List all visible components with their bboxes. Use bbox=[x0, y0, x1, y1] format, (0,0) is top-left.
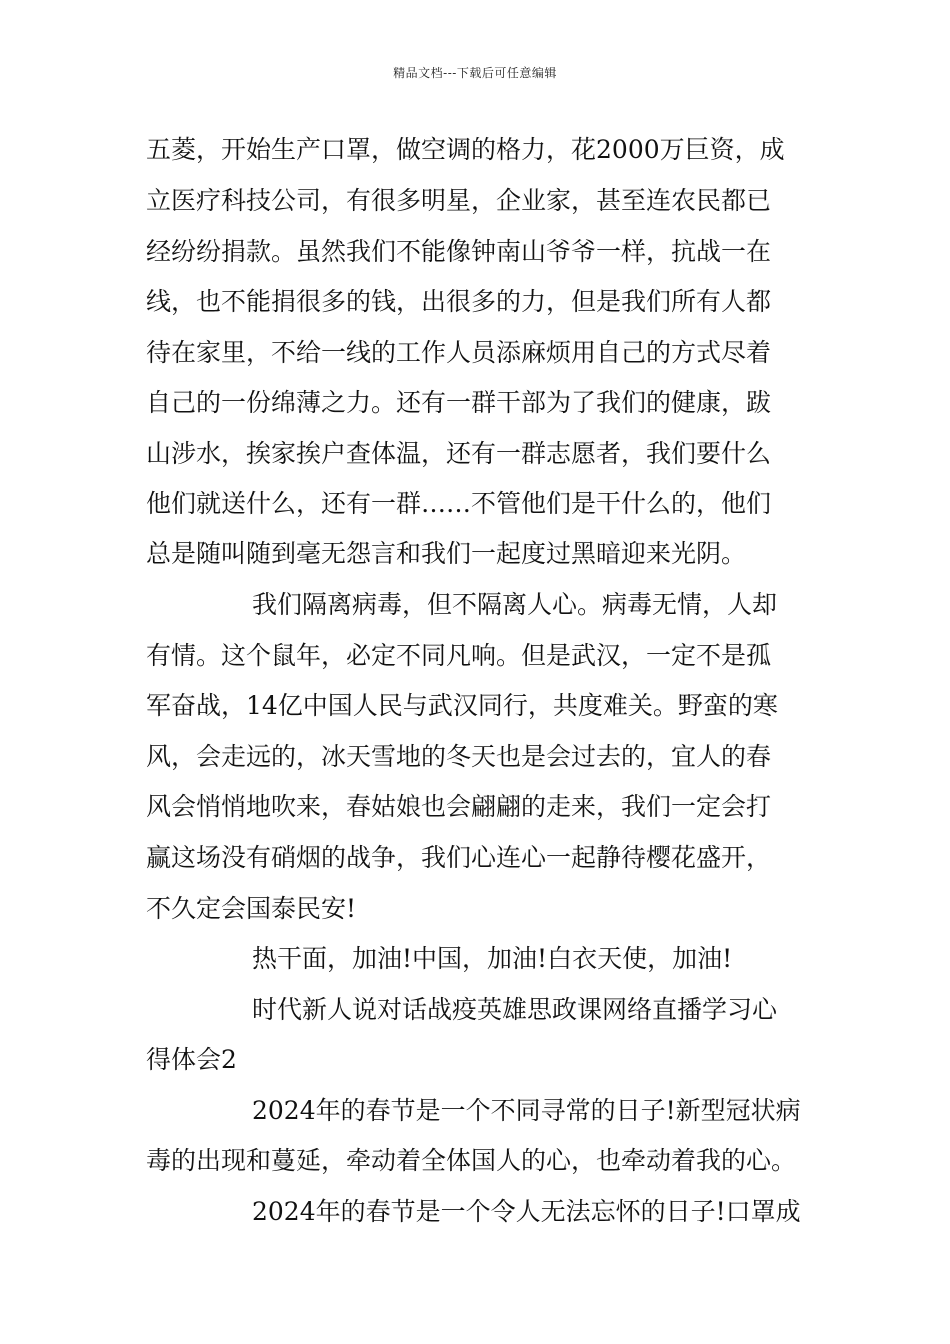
text-line: 不久定会国泰民安! bbox=[146, 894, 357, 923]
text-line: 他们就送什么，还有一群……不管他们是干什么的，他们 bbox=[146, 489, 772, 518]
text-line: 得体会2 bbox=[146, 1045, 237, 1074]
text-line: 军奋战，14亿中国人民与武汉同行，共度难关。野蛮的寒 bbox=[146, 691, 778, 720]
text-line: 线，也不能捐很多的钱，出很多的力，但是我们所有人都 bbox=[146, 287, 772, 316]
text-line: 自己的一份绵薄之力。还有一群干部为了我们的健康，跋 bbox=[146, 388, 772, 417]
text-line: 待在家里，不给一线的工作人员添麻烦用自己的方式尽着 bbox=[146, 338, 772, 367]
text-line: 经纷纷捐款。虽然我们不能像钟南山爷爷一样，抗战一在 bbox=[146, 237, 772, 266]
text-line: 热干面，加油!中国，加油!白衣天使，加油! bbox=[252, 944, 733, 973]
text-line: 立医疗科技公司，有很多明星，企业家，甚至连农民都已 bbox=[146, 186, 772, 215]
text-line: 总是随叫随到毫无怨言和我们一起度过黑暗迎来光阴。 bbox=[146, 539, 747, 568]
text-line: 山涉水，挨家挨户查体温，还有一群志愿者，我们要什么 bbox=[146, 439, 772, 468]
text-line: 风，会走远的，冰天雪地的冬天也是会过去的，宜人的春 bbox=[146, 742, 772, 771]
text-line: 有情。这个鼠年，必定不同凡响。但是武汉，一定不是孤 bbox=[146, 641, 772, 670]
text-line: 毒的出现和蔓延，牵动着全体国人的心，也牵动着我的心。 bbox=[146, 1146, 797, 1175]
text-line: 五菱，开始生产口罩，做空调的格力，花2000万巨资，成 bbox=[146, 135, 785, 164]
text-line: 风会悄悄地吹来，春姑娘也会翩翩的走来，我们一定会打 bbox=[146, 792, 772, 821]
text-line: 2024年的春节是一个令人无法忘怀的日子!口罩成 bbox=[252, 1197, 801, 1226]
text-line: 2024年的春节是一个不同寻常的日子!新型冠状病 bbox=[252, 1096, 801, 1125]
page-header: 精品文档---下载后可任意编辑 bbox=[393, 66, 557, 80]
text-line: 赢这场没有硝烟的战争，我们心连心一起静待樱花盛开， bbox=[146, 843, 772, 872]
text-line: 时代新人说对话战疫英雄思政课网络直播学习心 bbox=[252, 995, 778, 1024]
text-line: 我们隔离病毒，但不隔离人心。病毒无情，人却 bbox=[252, 590, 778, 619]
